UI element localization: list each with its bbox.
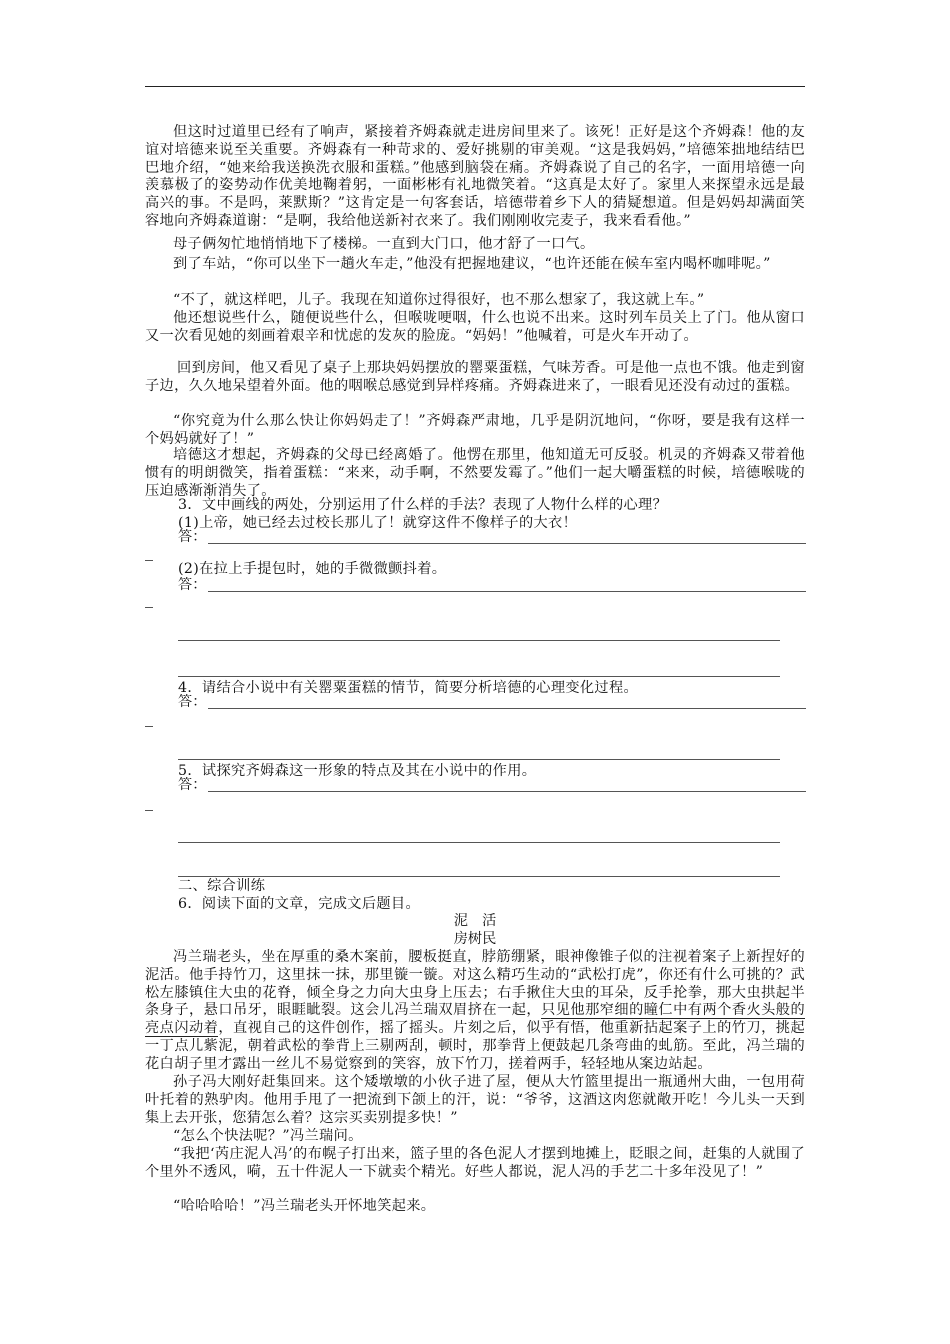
- paragraph: “不了，就这样吧，儿子。我现在知道你过得很好，也不那么想家了，我这就上车。”: [173, 292, 705, 308]
- paragraph: 母子俩匆忙地悄悄地下了楼梯。一直到大门口，他才舒了一口气。: [173, 236, 595, 252]
- answer-line[interactable]: [178, 676, 780, 677]
- answer-row: [178, 777, 806, 795]
- margin-dash: [145, 810, 153, 811]
- margin-dash: [145, 607, 153, 608]
- answer-line[interactable]: [208, 543, 806, 544]
- answer-label: 答：: [178, 777, 207, 793]
- paragraph: 到了车站，“你可以坐下一趟火车走，”他没有把握地建议，“也许还能在候车室内喝杯咖啡呢。”: [173, 256, 771, 272]
- paragraph: “怎么个快法呢？”冯兰瑞问。: [173, 1128, 363, 1144]
- answer-label: 答：: [178, 529, 207, 545]
- section-heading: 二、综合训练: [178, 878, 266, 894]
- margin-dash: [145, 560, 153, 561]
- paragraph: [145, 949, 805, 1074]
- paragraph: “哈哈哈哈！”冯兰瑞老头开怀地笑起来。: [173, 1198, 436, 1214]
- answer-row: [178, 577, 806, 595]
- underlined-sentence: 只见他那窄细的瞳仁中有两个香火头般的亮点闪动着: [145, 1002, 805, 1037]
- paragraph: 回到房间，他又看见了桌子上那块妈妈摆放的罂粟蛋糕，气味芳香。可是他一点也不饿。他走到窗子边，久久地呆望着外面。他的咽喉总感觉到异样疼痛。齐姆森进来了，一眼看见还没有动过的蛋糕。: [145, 360, 805, 394]
- paragraph: 孙子冯大刚好赶集回来。这个矮墩墩的小伙子进了屋，便从大竹篮里提出一瓶通州大曲，一包用荷叶托着的熟驴肉。他用手甩了一把流到下颌上的汗，说：“爷爷，这酒这肉您就敞开吃！今儿头一天到集上去开张，您猜怎么着？这宗买卖别提多快！”: [145, 1074, 805, 1126]
- answer-line[interactable]: [208, 708, 806, 709]
- answer-line[interactable]: [178, 759, 780, 760]
- answer-row: [178, 529, 806, 547]
- answer-row: [178, 694, 806, 712]
- answer-line[interactable]: [178, 876, 780, 877]
- paragraph: “你究竟为什么那么快让你妈妈走了！”齐姆森严肃地，几乎是阴沉地问，“你呀，要是我有这样一个妈妈就好了！”: [145, 413, 805, 447]
- answer-line[interactable]: [208, 791, 806, 792]
- article-author: 房树民: [453, 931, 497, 947]
- answer-label: 答：: [178, 694, 207, 710]
- paragraph: 他还想说些什么，随便说些什么，但喉咙哽咽，什么也说不出来。这时列车员关上了门。他从窗口又一次看见她的刻画着艰辛和忧虑的发灰的脸庞。“妈妈！”他喊着，可是火车开动了。: [145, 310, 805, 344]
- answer-label: 答：: [178, 577, 207, 593]
- margin-dash: [145, 726, 153, 727]
- paragraph: “我把‘芮庄泥人冯’的布幌子打出来，篮子里的各色泥人才摆到地摊上，眨眼之间，赶集的人就围了个里外不透风，嗬，五十件泥人一下就卖个精光。好些人都说，泥人冯的手艺二十多年没见了！”: [145, 1146, 805, 1180]
- question-5: 5．试探究齐姆森这一形象的特点及其在小说中的作用。: [178, 763, 537, 779]
- question-3: 3．文中画线的两处，分别运用了什么样的手法？表现了人物什么样的心理？: [178, 497, 668, 513]
- question-3-item-1: (1)上帝，她已经去过校长那儿了！就穿这件不像样子的大衣！: [178, 515, 578, 531]
- answer-line[interactable]: [178, 640, 780, 641]
- answer-line[interactable]: [178, 842, 780, 843]
- paragraph: 但这时过道里已经有了响声，紧接着齐姆森就走进房间里来了。该死！正好是这个齐姆森！他的友谊对培德来说至关重要。齐姆森有一种苛求的、爱好挑剔的审美观。“这是我妈妈，”培德笨拙地结结巴巴地介绍，“她来给我送换洗衣服和蛋糕。”他感到脑袋在痛。齐姆森说了自己的名字，一面用培德一向羡慕极了的姿势动作优美地鞠着躬，一面彬彬有礼地微笑着。“这真是太好了。家里人来探望永远是最高兴的事。不是吗，莱默斯？”这肯定是一句客套话，培德带着乡下人的猜疑想道。但是妈妈却满面笑容地向齐姆森道谢：“是啊，我给他送新衬衣来了。我们刚刚收完麦子，我来看看他。”: [145, 124, 805, 229]
- question-3-item-2: (2)在拉上手提包时，她的手微微颤抖着。: [178, 561, 447, 577]
- answer-line[interactable]: [208, 591, 806, 592]
- article-title: 泥 活: [453, 913, 497, 929]
- paragraph: 培德这才想起，齐姆森的父母已经离婚了。他愣在那里，他知道无可反驳。机灵的齐姆森又带着他惯有的明朗微笑，指着蛋糕：“来来，动手啊，不然要发霉了。”他们一起大嚼蛋糕的时候，培德喉咙的压迫感渐渐消失了。: [145, 447, 805, 499]
- text-span: 冯兰瑞老头，坐在厚重的桑木案前，腰板挺直，脖筋绷紧，眼神像锥子似的注视着案子上新捏好的泥活。他手持竹刀，这里抹一抹，那里镟一镟。对这么精巧生动的“武松打虎”，你还有什么可挑的？武松左膝镇住大虫的花脊，倾全身之力向大虫身上压去；右手揪住大虫的耳朵，反手抡拳，那大虫拱起半条身子，悬口吊牙，眼睚眦裂。这会儿冯兰瑞双眉挤在一起，: [145, 949, 805, 1019]
- question-4: 4．请结合小说中有关罂粟蛋糕的情节，简要分析培德的心理变化过程。: [178, 680, 639, 696]
- question-6: 6．阅读下面的文章，完成文后题目。: [178, 896, 420, 912]
- text-span: ，直视自己的这件创作，摇了摇头。片刻之后，似乎有悟，他重新拈起案子上的竹刀，挑起一丁点儿紫泥，朝着武松的拳背上三剔两刮，顿时，那拳背上便鼓起几条弯曲的虬筋。至此，冯兰瑞的花白胡子里才露出一丝儿不易觉察到的笑容，放下竹刀，搓着两手，轻轻地从案边站起。: [145, 1020, 805, 1072]
- header-rule: [145, 86, 805, 87]
